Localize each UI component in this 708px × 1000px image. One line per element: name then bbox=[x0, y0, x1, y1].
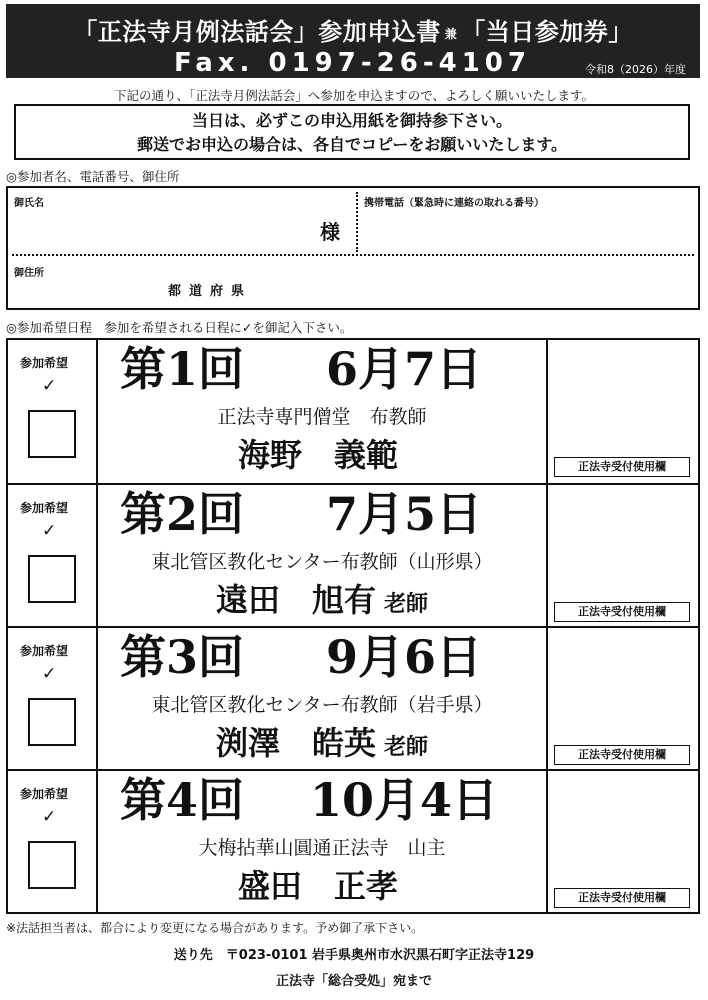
fiscal-year: 令和8（2026）年度 bbox=[585, 63, 686, 76]
session-checkbox-cell bbox=[8, 340, 98, 483]
session-row bbox=[8, 626, 698, 771]
speaker-name: 遠田 旭有 bbox=[215, 581, 376, 619]
checkmark-icon: ✓ bbox=[42, 807, 57, 827]
session-heading bbox=[120, 340, 483, 398]
mailing-address: 送り先 〒023-0101 岩手県奥州市水沢黒石町字正法寺129 bbox=[173, 948, 535, 963]
speaker-role: 東北管区教化センター布教師（岩手県） bbox=[151, 694, 493, 716]
speaker-role: 大梅拈華山圓通正法寺 山主 bbox=[198, 837, 446, 859]
checkmark-icon: ✓ bbox=[42, 521, 57, 541]
speaker-honorific: 老師 bbox=[384, 734, 429, 760]
notice-line-1: 当日は、必ずこの申込用紙を御持参下さい。 bbox=[191, 111, 512, 130]
session-number: 第4回 bbox=[120, 773, 245, 827]
speaker-name-line bbox=[98, 430, 546, 476]
form-title-ticket: 「当日参加券」 bbox=[461, 18, 633, 46]
session-date: 6月7日 bbox=[326, 342, 483, 396]
session-checkbox-cell bbox=[8, 771, 98, 914]
form-title-main: 「正法寺月例法話会」参加申込書 bbox=[73, 18, 441, 46]
disclaimer-note: ※法話担当者は、都合により変更になる場合があります。予め御了承下さい。 bbox=[6, 921, 424, 935]
reception-cell bbox=[548, 485, 698, 628]
participation-checkbox[interactable] bbox=[28, 698, 76, 746]
participation-wish-label: 参加希望 bbox=[20, 356, 69, 370]
schedule-section-label: ◎参加希望日程 参加を希望される日程に✓を御記入下さい。 bbox=[6, 320, 353, 335]
session-row bbox=[8, 340, 698, 483]
session-date: 10月4日 bbox=[310, 773, 499, 827]
address-label: 御住所 bbox=[14, 268, 44, 279]
participation-checkbox[interactable] bbox=[28, 555, 76, 603]
notice-box bbox=[14, 104, 690, 160]
session-date: 7月5日 bbox=[326, 487, 483, 541]
participation-wish-label: 参加希望 bbox=[20, 787, 69, 801]
name-label: 御氏名 bbox=[14, 198, 44, 209]
participation-checkbox[interactable] bbox=[28, 841, 76, 889]
sessions-table bbox=[6, 338, 700, 914]
notice-line-2: 郵送でお申込の場合は、各自でコピーをお願いいたします。 bbox=[136, 135, 568, 154]
session-row bbox=[8, 483, 698, 628]
session-checkbox-cell bbox=[8, 485, 98, 628]
speaker-name-line bbox=[98, 575, 546, 621]
speaker-name-line bbox=[98, 718, 546, 764]
session-heading bbox=[120, 485, 483, 543]
honorific-sama: 様 bbox=[320, 220, 340, 244]
session-row bbox=[8, 769, 698, 914]
checkmark-icon: ✓ bbox=[42, 376, 57, 396]
participation-wish-label: 参加希望 bbox=[20, 501, 69, 515]
form-title-conjunction: 兼 bbox=[444, 26, 458, 41]
participant-info-box bbox=[6, 186, 700, 310]
field-divider bbox=[356, 192, 358, 252]
speaker-name-line bbox=[98, 861, 546, 907]
session-number: 第2回 bbox=[120, 487, 245, 541]
speaker-name: 渕澤 皓英 bbox=[215, 724, 376, 762]
reception-use-label: 正法寺受付使用欄 bbox=[554, 745, 690, 765]
participant-section-label: ◎参加者名、電話番号、御住所 bbox=[6, 169, 180, 184]
fax-number: Fax. 0197-26-4107 bbox=[174, 48, 531, 78]
prefecture-label: 都道府県 bbox=[168, 284, 253, 299]
intro-text: 下記の通り、「正法寺月例法話会」へ参加を申込ますので、よろしく願いいたします。 bbox=[113, 88, 594, 103]
reception-use-label: 正法寺受付使用欄 bbox=[554, 602, 690, 622]
phone-label: 携帯電話（緊急時に連絡の取れる番号） bbox=[364, 198, 544, 209]
reception-cell bbox=[548, 771, 698, 914]
session-heading bbox=[120, 771, 499, 829]
session-details bbox=[98, 340, 548, 483]
session-number: 第3回 bbox=[120, 630, 245, 684]
speaker-name: 海野 義範 bbox=[237, 436, 398, 474]
session-date: 9月6日 bbox=[326, 630, 483, 684]
reception-use-label: 正法寺受付使用欄 bbox=[554, 888, 690, 908]
checkmark-icon: ✓ bbox=[42, 664, 57, 684]
reception-cell bbox=[548, 340, 698, 483]
row-divider bbox=[12, 254, 694, 256]
speaker-role: 東北管区教化センター布教師（山形県） bbox=[151, 551, 493, 573]
session-details bbox=[98, 485, 548, 628]
session-heading bbox=[120, 628, 483, 686]
session-number: 第1回 bbox=[120, 342, 245, 396]
session-details bbox=[98, 628, 548, 771]
reception-cell bbox=[548, 628, 698, 771]
reception-use-label: 正法寺受付使用欄 bbox=[554, 457, 690, 477]
form-header bbox=[6, 4, 700, 78]
participation-wish-label: 参加希望 bbox=[20, 644, 69, 658]
session-checkbox-cell bbox=[8, 628, 98, 771]
speaker-honorific: 老師 bbox=[384, 591, 429, 617]
mailing-destination: 正法寺「総合受処」宛まで bbox=[275, 974, 432, 989]
speaker-role: 正法寺専門僧堂 布教師 bbox=[217, 406, 427, 428]
speaker-name: 盛田 正孝 bbox=[237, 867, 398, 905]
form-title bbox=[6, 12, 700, 47]
session-details bbox=[98, 771, 548, 914]
participation-checkbox[interactable] bbox=[28, 410, 76, 458]
